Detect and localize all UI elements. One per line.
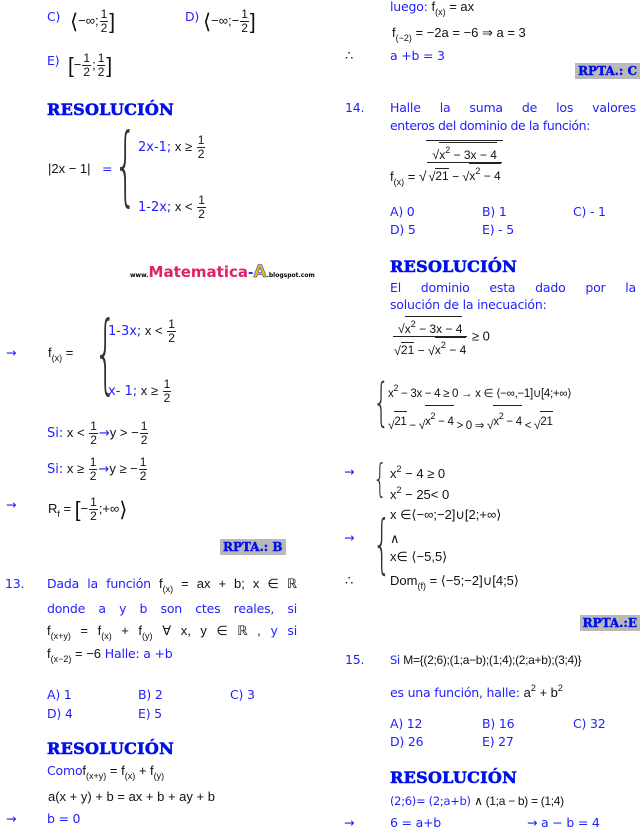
condition-line-2: Si: x ≥ $\frac{1}{2}$ →y ≥ − $\frac{1}{2}$ [47, 455, 147, 483]
option-a: A) 1 [47, 687, 72, 702]
arrow-icon: → [344, 530, 355, 545]
question-text-line: Halle la suma de los valores [390, 100, 636, 115]
question-text-line: enteros del dominio de la función: [390, 118, 590, 133]
resolution-step: (2;6)= (2;a+b) ∧ (1;a − b) = (1;4) [390, 794, 564, 808]
option-c-value: ⟨−∞; $\frac{1}{2}$ ] [70, 7, 116, 35]
resolution-step: 6 = a+b [390, 815, 442, 830]
option-a: A) 0 [390, 204, 415, 219]
question-number: 15. [345, 652, 365, 667]
option-c: C) 32 [573, 716, 606, 731]
system-brace: { [373, 506, 391, 582]
question-number: 14. [345, 100, 365, 115]
answer-badge: RPTA.: B [220, 539, 286, 555]
question-text-line: Si M={(2;6);(1;a−b);(1;4);(2;a+b);(3;4)} [390, 653, 582, 667]
inequality: √ $x^2 - 3x - 4$ √ 21 − √ $x^2 - 4$ ≥ 0 [392, 316, 490, 358]
answer-badge: RPTA.:E [580, 615, 640, 631]
option-e: E) - 5 [482, 222, 514, 237]
answer-badge: RPTA.: C [575, 63, 640, 79]
condition-line-1: Si: x < $\frac{1}{2}$ →y > − $\frac{1}{2}$ [47, 419, 148, 447]
resolution-heading: RESOLUCIÓN [47, 100, 175, 119]
system-brace: { [373, 374, 390, 434]
resolution-step: $f_{(-2)} = -2a = -6$ ⇒ a = 3 [392, 25, 526, 43]
site-logo: www.Matematica-A.blogspot.com [130, 262, 315, 282]
option-e: E) 27 [482, 734, 514, 749]
option-c: C) 3 [230, 687, 255, 702]
option-e: E) 5 [138, 706, 162, 721]
function-case-2: x- 1; x ≥ $\frac{1}{2}$ [108, 377, 171, 405]
equals-sign: = [102, 161, 113, 176]
function-lhs: $f_{(x)}$ = [48, 345, 74, 363]
resolution-step: a(x + y) + b = ax + b + ay + b [48, 789, 215, 804]
resolution-text-line: solución de la inecuación: [390, 297, 547, 312]
option-d-value: ⟨−∞;− $\frac{1}{2}$ ] [203, 7, 256, 35]
option-c: C) - 1 [573, 204, 606, 219]
abs-case-2: 1-2x; x < $\frac{1}{2}$ [138, 193, 205, 221]
option-d: D) 5 [390, 222, 416, 237]
abs-case-1: 2x-1; x ≥ $\frac{1}{2}$ [138, 133, 205, 161]
option-a: A) 12 [390, 716, 423, 731]
arrow-icon: → [344, 815, 355, 830]
abs-value-lhs: |2x − 1| [48, 161, 91, 176]
resolution-step: → a − b = 4 [527, 815, 600, 830]
question-text-line: Dada la función $f_{(x)}$ = ax + b; x ∈ ℝ [47, 576, 297, 594]
therefore-symbol: ∴ [345, 48, 354, 63]
arrow-icon: → [6, 811, 17, 826]
piecewise-brace: { [94, 306, 117, 405]
resolution-heading: RESOLUCIÓN [390, 257, 518, 276]
system-line: $x^2 - 25< 0$ [390, 485, 450, 502]
resolution-result: b = 0 [47, 811, 81, 826]
system-line: x∈ ⟨−5,5⟩ [390, 549, 448, 564]
piecewise-brace: { [114, 118, 137, 217]
resolution-step: luego: $f_{(x)}$ = ax [390, 0, 475, 17]
question-text-line: es una función, halle: $a^2 + b^2$ [390, 683, 563, 700]
option-e-label: E) [47, 53, 60, 68]
resolution-step: Comof$_{(x+y)}$ = $f_{(x)} + f_{(y)}$ [47, 763, 165, 781]
arrow-icon: → [344, 464, 355, 479]
function-case-1: 1-3x; x < $\frac{1}{2}$ [108, 317, 175, 345]
question-text-line: $f_{(x+y)} = f_{(x)} + f_{(y)}$ ∀ x, y ∈ ℝ , y si [47, 623, 297, 641]
arrow-icon: → [6, 345, 17, 360]
system-line: $x^2 - 3x - 4 \ge 0 \to x$ ∈ ⟨−∞,−1]∪[4;+∞⟩ [388, 383, 572, 400]
therefore-symbol: ∴ [345, 573, 354, 588]
arrow-icon: → [6, 497, 17, 512]
system-line: $x^2 - 4 \ge 0$ [390, 464, 446, 481]
resolution-heading: RESOLUCIÓN [47, 739, 175, 758]
resolution-text-line: El dominio esta dado por la [390, 280, 636, 295]
range-result: $R_f$ = [− $\frac{1}{2}$ ;+∞⟩ [48, 495, 128, 523]
system-line: ∧ [390, 531, 400, 546]
option-d-label: D) [185, 9, 200, 24]
resolution-heading: RESOLUCIÓN [390, 768, 518, 787]
resolution-result: a +b = 3 [390, 48, 445, 63]
system-brace: { [373, 458, 387, 503]
option-d: D) 4 [47, 706, 73, 721]
option-b: B) 1 [482, 204, 507, 219]
option-e-value: [− $\frac{1}{2}$ ; $\frac{1}{2}$ ] [68, 51, 113, 79]
question-number: 13. [5, 576, 25, 591]
question-text-line: donde a y b son ctes reales, si [47, 601, 297, 616]
question-text-line: $f_{(x-2)} = -6$ Halle: a +b [47, 646, 173, 664]
option-b: B) 2 [138, 687, 163, 702]
option-d: D) 26 [390, 734, 424, 749]
domain-result: Dom$_{(f)}$ = ⟨−5;−2]∪[4;5⟩ [390, 573, 519, 591]
system-line: x ∈⟨−∞;−2]∪[2;+∞⟩ [390, 507, 502, 522]
system-line: √ 21 − √ $x^2 - 4$ > 0 ⇒ √ $x^2 - 4$ < √ 21 [388, 405, 553, 435]
option-b: B) 16 [482, 716, 515, 731]
function-formula: $f_{(x)}$ = √ √ $x^2 - 3x - 4$ √ 21 − √ $x^2 - 4$ [390, 140, 503, 191]
option-c-label: C) [47, 9, 61, 24]
